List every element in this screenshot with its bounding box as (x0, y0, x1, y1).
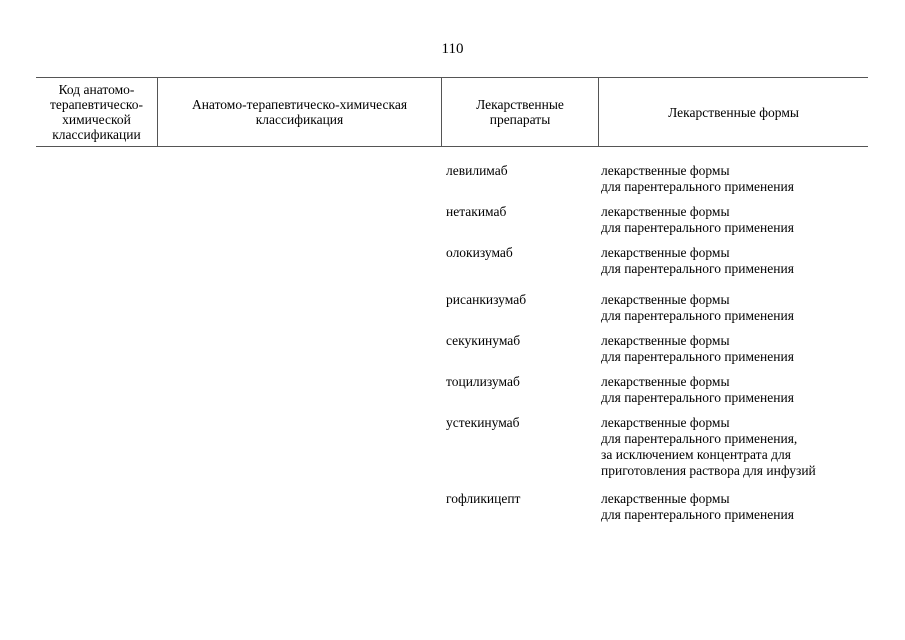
page-number: 110 (441, 41, 464, 57)
dosage-form-line: лекарственные формы (601, 245, 730, 260)
header-atc-code-line: терапевтическо- (49, 97, 144, 112)
dosage-form (601, 204, 794, 236)
drug-name: олокизумаб (446, 245, 513, 260)
header-drugs-line: Лекарственные (476, 97, 564, 112)
dosage-form-line: для парентерального применения (601, 261, 794, 276)
drug-name: рисанкизумаб (446, 292, 527, 307)
dosage-form-line: лекарственные формы (601, 163, 730, 178)
drug-name: тоцилизумаб (446, 374, 520, 389)
dosage-form-line: для парентерального применения, (601, 431, 798, 446)
dosage-form-line: лекарственные формы (601, 491, 730, 506)
dosage-form-line: для парентерального применения (601, 220, 794, 235)
drug-name: секукинумаб (446, 333, 521, 348)
header-drugs (442, 78, 599, 146)
dosage-form-line: лекарственные формы (601, 415, 730, 430)
header-atc-code-line: Код анатомо- (58, 82, 135, 97)
dosage-form-line: для парентерального применения (601, 349, 794, 364)
dosage-form-line: для парентерального применения (601, 390, 794, 405)
header-atc-code-line: химической (62, 112, 131, 127)
dosage-form-line: для парентерального применения (601, 507, 794, 522)
header-atc-classification-line: классификация (255, 112, 344, 127)
table-header (36, 77, 868, 147)
dosage-form-line: лекарственные формы (601, 204, 730, 219)
drug-name: гофликицепт (446, 491, 521, 506)
dosage-form-line: для парентерального применения (601, 308, 794, 323)
header-atc-classification-line: Анатомо-терапевтическо-химическая (191, 97, 408, 112)
header-dosage-forms-line: Лекарственные формы (668, 104, 799, 120)
header-atc-code (36, 78, 158, 146)
drug-name: левилимаб (446, 163, 508, 178)
dosage-form (601, 491, 794, 523)
dosage-form (601, 292, 794, 324)
dosage-form-line: лекарственные формы (601, 374, 730, 389)
header-atc-code-line: классификации (52, 127, 141, 142)
dosage-form (601, 374, 794, 406)
dosage-form (601, 245, 794, 277)
dosage-form-line: лекарственные формы (601, 292, 730, 307)
dosage-form-line: за исключением концентрата для (601, 447, 791, 462)
dosage-form-line: приготовления раствора для инфузий (601, 463, 816, 478)
header-drugs-line: препараты (489, 112, 551, 127)
header-dosage-forms (599, 78, 868, 146)
dosage-form (601, 163, 794, 195)
header-atc-classification (158, 78, 442, 146)
drug-name: устекинумаб (446, 415, 520, 430)
drug-name: нетакимаб (446, 204, 507, 219)
dosage-form (601, 415, 816, 479)
dosage-form-line: для парентерального применения (601, 179, 794, 194)
dosage-form (601, 333, 794, 365)
dosage-form-line: лекарственные формы (601, 333, 730, 348)
